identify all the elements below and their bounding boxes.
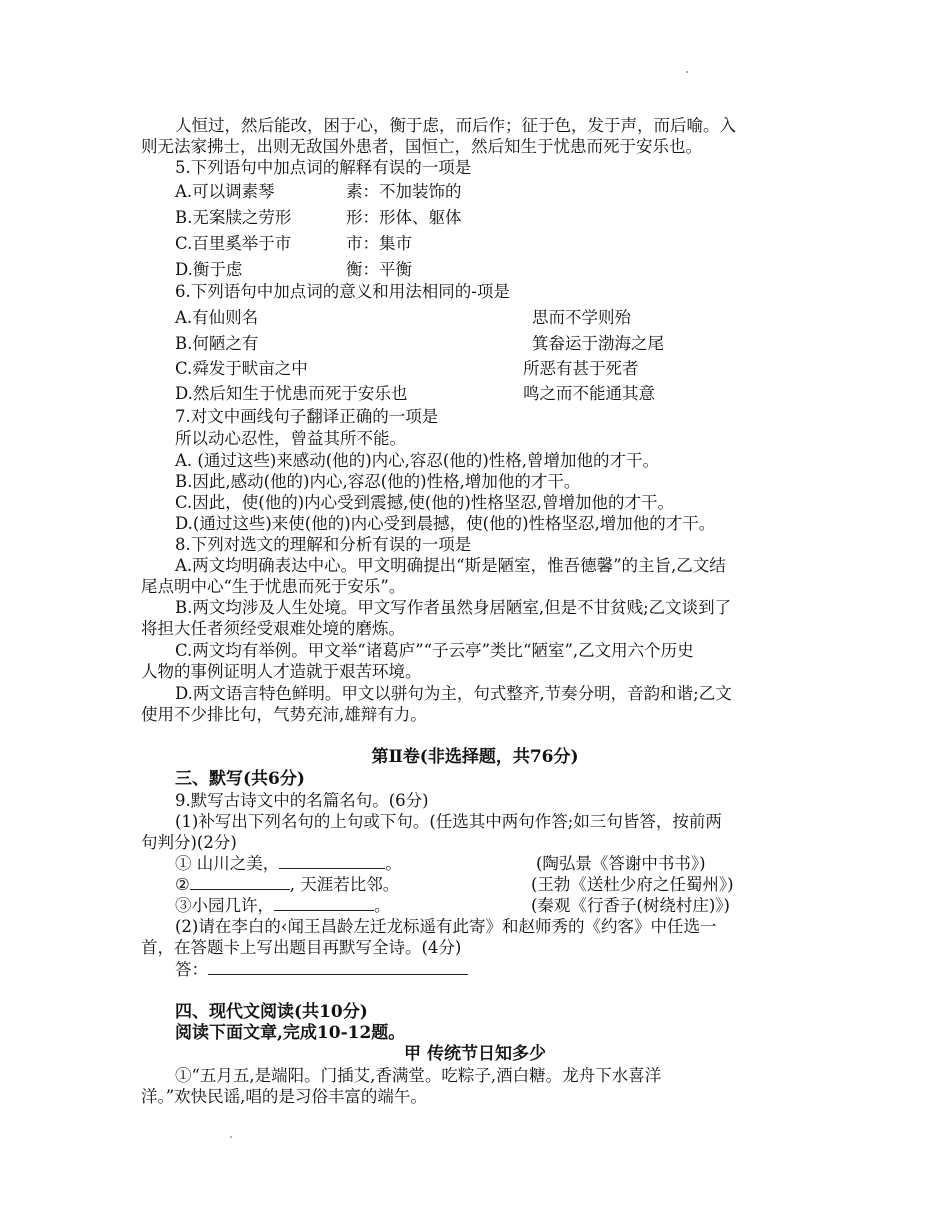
question-5-stem: 5.下列语句中加点词的解释有误的一项是 bbox=[175, 158, 472, 177]
q9-item-1-post: 。 bbox=[385, 854, 402, 873]
q8-option-d: D.两文语言特色鲜明。甲文以骈句为主，句式整齐,节奏分明，音韵和谐;乙文 bbox=[175, 684, 732, 703]
q9-item-2-pre: ② bbox=[175, 875, 190, 894]
q5-option-d-gloss: 衡：平衡 bbox=[346, 260, 412, 279]
q5-option-c: C.百里奚举于市 bbox=[175, 234, 292, 253]
passage-line: 人恒过，然后能改，困于心，衡于虑，而后作；征于色，发于声，而后喻。入 bbox=[175, 116, 736, 135]
q9-part2-instruction: (2)请在李白的‹闻王昌龄左迁龙标遥有此寄》和赵师秀的《约客》中任选一 bbox=[175, 917, 717, 936]
question-7-stem: 7.对文中画线句子翻译正确的一项是 bbox=[175, 407, 439, 426]
q9-part2-instruction-cont: 首，在答题卡上写出题目再默写全诗。(4分) bbox=[141, 938, 462, 957]
q9-answer-line bbox=[175, 959, 468, 980]
scan-mark bbox=[230, 1136, 232, 1138]
q6-option-c-compare: 所恶有甚于死者 bbox=[523, 359, 639, 378]
volume-2-title: 第Ⅱ卷(非选择题，共76分) bbox=[371, 747, 579, 767]
q8-option-c: C.两文均有举例。甲文举“诸葛庐”“子云亭”类比“陋室”,乙文用六个历史 bbox=[175, 641, 694, 660]
q5-option-b-gloss: 形：形体、躯体 bbox=[346, 208, 462, 227]
q9-item-3 bbox=[175, 895, 391, 916]
question-9-stem: 9.默写古诗文中的名篇名句。(6分) bbox=[175, 791, 429, 810]
q9-item-1-source: (陶弘景《答谢中书书》) bbox=[536, 854, 706, 873]
q8-option-c-cont: 人物的事例证明人才造就于艰苦环境。 bbox=[141, 662, 422, 681]
q8-option-a-cont: 尾点明中心“生于忧患而死于安乐”。 bbox=[141, 577, 406, 596]
q7-option-b: B.因此,感动(他的)内心,容忍(他的)性格,增加他的才干。 bbox=[175, 472, 581, 491]
q9-item-2-post: , 天涯若比邻。 bbox=[289, 875, 400, 894]
q7-option-d: D.(通过这些)来使(他的)内心受到晨撼，使(他的)性格坚忍,增加他的才干。 bbox=[175, 514, 716, 533]
q9-item-3-blank[interactable] bbox=[274, 896, 374, 911]
article-title: 甲 传统节日知多少 bbox=[404, 1044, 546, 1064]
q7-sentence: 所以动心忍性，曾益其所不能。 bbox=[175, 429, 406, 448]
scan-mark bbox=[686, 71, 688, 73]
q7-option-c: C.因此，使(他的)内心受到震撼,使(他的)性格坚忍,曾增加他的才干。 bbox=[175, 493, 675, 512]
answer-blank[interactable] bbox=[208, 960, 468, 975]
q6-option-d-compare: 鸣之而不能通其意 bbox=[523, 384, 655, 403]
q5-option-c-gloss: 市：集市 bbox=[346, 234, 412, 253]
q5-option-d: D.衡于虑 bbox=[175, 260, 243, 279]
q9-item-3-pre: ③小园几许， bbox=[175, 896, 274, 915]
q6-option-b-compare: 箕畚运于渤海之尾 bbox=[532, 334, 664, 353]
article-paragraph-1: ①“五月五,是端阳。门插艾,香满堂。吃粽子,酒白糖。龙舟下水喜洋 bbox=[175, 1066, 662, 1085]
q9-part1-instruction: (1)补写出下列名句的上句或下句。(任选其中两句作答;如三句皆答，按前两 bbox=[175, 812, 722, 831]
q6-option-a-compare: 思而不学则殆 bbox=[532, 308, 631, 327]
section-3-title: 三、默写(共6分) bbox=[175, 769, 305, 789]
question-6-stem: 6.下列语句中加点词的意义和用法相同的-项是 bbox=[175, 282, 510, 301]
section-4-instruction: 阅读下面文章,完成10-12题。 bbox=[175, 1023, 406, 1043]
q6-option-c: C.舜发于畎亩之中 bbox=[175, 359, 308, 378]
q9-item-3-source: (秦观《行香子(树绕村庄)》) bbox=[531, 896, 730, 915]
passage-line: 则无法家拂士，出则无敌国外患者，国恒亡，然后知生于忧患而死于安乐也。 bbox=[141, 137, 702, 156]
q6-option-d: D.然后知生于忧患而死于安乐也 bbox=[175, 384, 408, 403]
q9-item-2 bbox=[175, 874, 399, 895]
q8-option-b: B.两文均涉及人生处境。甲文写作者虽然身居陋室,但是不甘贫贱;乙文谈到了 bbox=[175, 598, 732, 617]
section-4-title: 四、现代文阅读(共10分) bbox=[175, 1002, 368, 1022]
q9-item-2-blank[interactable] bbox=[190, 875, 290, 890]
answer-label: 答： bbox=[175, 960, 208, 979]
q5-option-a-gloss: 素：不加装饰的 bbox=[346, 182, 462, 201]
q9-item-3-post: 。 bbox=[374, 896, 391, 915]
q8-option-a: A.两文均明确表达中心。甲文明确提出“斯是陋室，惟吾德馨”的主旨,乙文结 bbox=[175, 556, 726, 575]
q8-option-d-cont: 使用不少排比句，气势充沛,雄辩有力。 bbox=[141, 705, 427, 724]
q8-option-b-cont: 将担大任者须经受艰难处境的磨炼。 bbox=[141, 619, 405, 638]
article-paragraph-1-cont: 洋。”欢快民谣,唱的是习俗丰富的端午。 bbox=[141, 1087, 427, 1106]
question-8-stem: 8.下列对选文的理解和分析有误的一项是 bbox=[175, 535, 472, 554]
q5-option-b: B.无案牍之劳形 bbox=[175, 208, 292, 227]
q6-option-b: B.何陋之有 bbox=[175, 334, 259, 353]
q9-part1-instruction-cont: 句判分)(2分) bbox=[141, 833, 237, 852]
q7-option-a: A. (通过这些)来感动(他的)内心,容忍(他的)性格,曾增加他的才干。 bbox=[175, 451, 660, 470]
q9-item-1-pre: ① 山川之美， bbox=[175, 854, 280, 873]
q9-item-1-blank[interactable] bbox=[279, 854, 385, 869]
q9-item-2-source: (王勃《送杜少府之任蜀州》) bbox=[531, 875, 734, 894]
q9-item-1 bbox=[175, 853, 402, 874]
q5-option-a: A.可以调素琴 bbox=[175, 182, 275, 201]
q6-option-a: A.有仙则名 bbox=[175, 308, 259, 327]
